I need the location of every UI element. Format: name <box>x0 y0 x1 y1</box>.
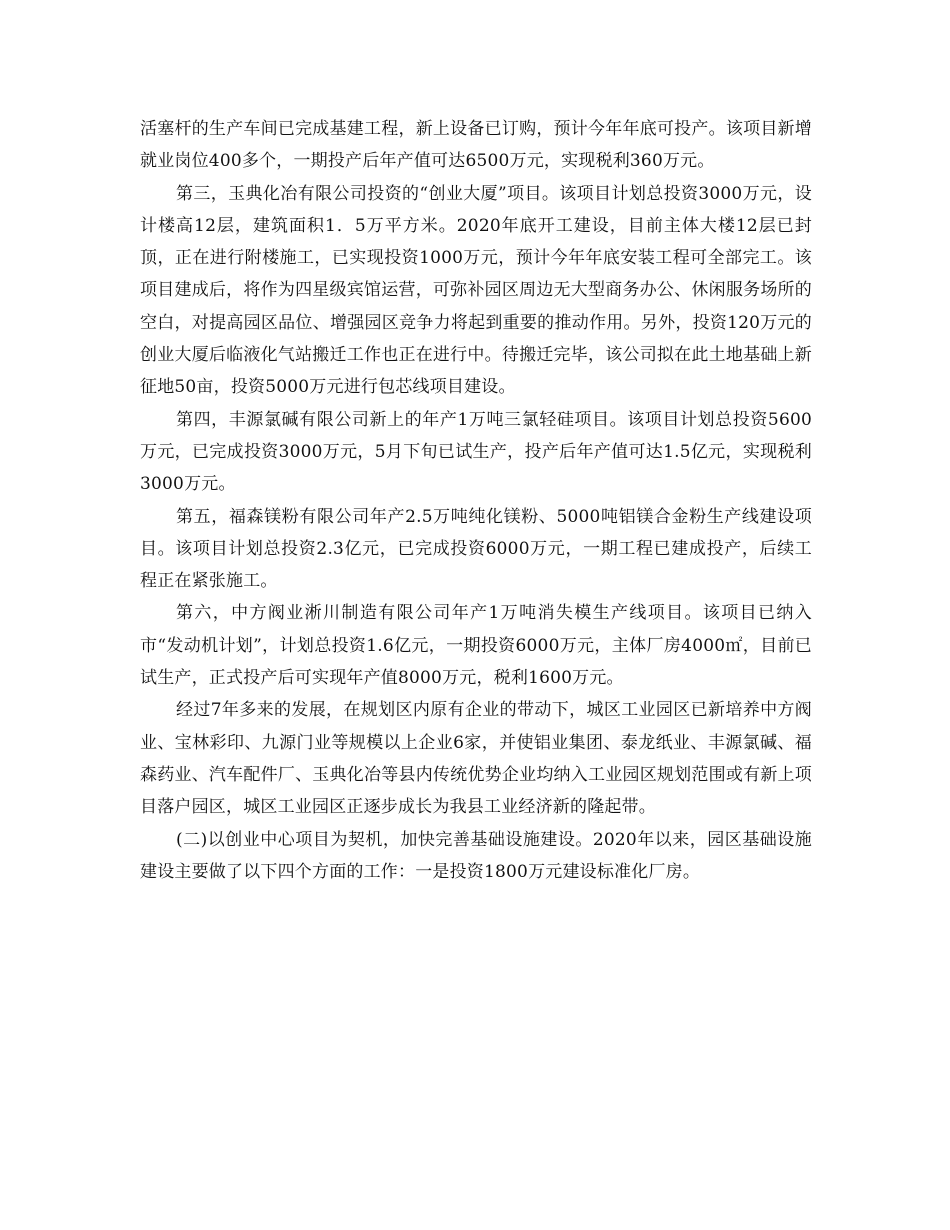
paragraph-item-five: 第五，福森镁粉有限公司年产2.5万吨纯化镁粉、5000吨铝镁合金粉生产线建设项目。该项目计划总投资2.3亿元，已完成投资6000万元，一期工程已建成投产，后续工程正在紧张施工。 <box>140 506 812 592</box>
paragraph-summary: 经过7年多来的发展，在规划区内原有企业的带动下，城区工业园区已新培养中方阀业、宝林彩印、九源门业等规模以上企业6家，并使铝业集团、泰龙纸业、丰源氯碱、福森药业、汽车配件厂、玉典化冶等县内传统优势企业均纳入工业园区规划范围或有新上项目落户园区，城区工业园区正逐步成长为我县工业经济新的隆起带。 <box>140 700 812 818</box>
paragraph-item-three: 第三，玉典化冶有限公司投资的“创业大厦”项目。该项目计划总投资3000万元，设计楼高12层，建筑面积1．5万平方米。2020年底开工建设，目前主体大楼12层已封顶，正在进行附楼施工，已实现投资1000万元，预计今年年底安装工程可全部完工。该项目建成后，将作为四星级宾馆运营，可弥补园区周边无大型商务办公、休闲服务场所的空白，对提高园区品位、增强园区竞争力将起到重要的推动作用。另外，投资120万元的创业大厦后临液化气站搬迁工作也正在进行中。待搬迁完毕，该公司拟在此土地基础上新征地50亩，投资5000万元进行包芯线项目建设。 <box>140 183 812 398</box>
paragraph-item-six: 第六，中方阀业淅川制造有限公司年产1万吨消失模生产线项目。该项目已纳入市“发动机计划”，计划总投资1.6亿元，一期投资6000万元，主体厂房4000㎡，目前已试生产，正式投产后可实现年产值8000万元，税利1600万元。 <box>140 603 812 689</box>
paragraph-item-four: 第四，丰源氯碱有限公司新上的年产1万吨三氯轻硅项目。该项目计划总投资5600万元，已完成投资3000万元，5月下旬已试生产，投产后年产值可达1.5亿元，实现税利3000万元。 <box>140 409 812 495</box>
paragraph-continued: 活塞杆的生产车间已完成基建工程，新上设备已订购，预计今年年底可投产。该项目新增就业岗位400多个，一期投产后年产值可达6500万元，实现税利360万元。 <box>140 119 812 172</box>
paragraph-section-two: (二)以创业中心项目为契机，加快完善基础设施建设。2020年以来，园区基础设施建设主要做了以下四个方面的工作：一是投资1800万元建设标准化厂房。 <box>140 829 812 882</box>
document-body <box>140 113 812 888</box>
